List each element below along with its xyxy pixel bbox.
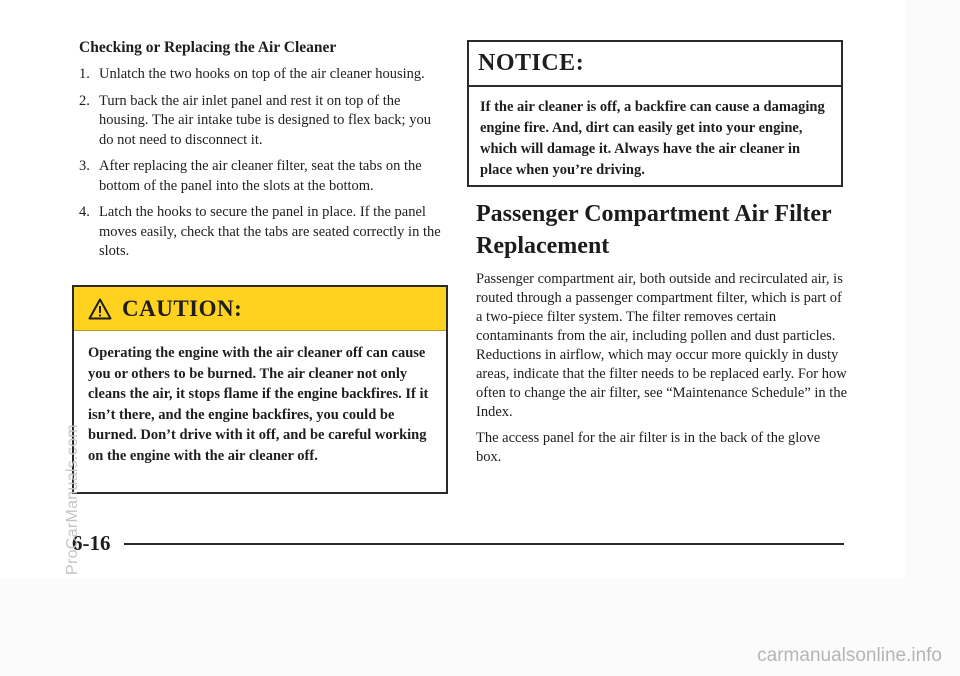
step-item — [79, 203, 449, 262]
right-column — [476, 198, 848, 474]
section-title: Passenger Compartment Air Filter Replacement — [476, 201, 832, 259]
caution-title: CAUTION: — [122, 295, 243, 321]
step-number: 1. — [79, 66, 90, 82]
page-number: 6-16 — [72, 531, 111, 555]
bottom-watermark: carmanualsonline.info — [757, 645, 942, 666]
caution-text: Operating the engine with the air cleaner off can cause you or others to be burned. The air cleaner not only cleans the air, it stops flame if the engine backfires. If it isn’t there, and the engine backfires, you could be burned. Don’t drive with it off, and be careful working on the engine with the air cleaner off. — [88, 345, 429, 464]
step-item — [79, 157, 449, 196]
left-column — [79, 38, 449, 269]
step-number: 4. — [79, 204, 90, 220]
paragraph: Passenger compartment air, both outside and recirculated air, is routed through a passenger compartment filter, which is part of a two-piece filter system. The filter removes certain contaminants from the air, including pollen and dust particles. Reductions in airflow, which may occur more quickly in dusty areas, indicate that the filter needs to be replaced early. For how often to change the air filter, see “Maintenance Schedule” in the Index. — [476, 271, 848, 420]
step-text: Unlatch the two hooks on top of the air cleaner housing. — [99, 66, 425, 82]
warning-triangle-icon — [88, 297, 112, 321]
notice-box — [467, 40, 843, 187]
step-text: Latch the hooks to secure the panel in place. If the panel moves easily, check that the tabs are seated correctly in the slots. — [99, 204, 441, 259]
steps-list — [79, 65, 449, 262]
section-heading: Checking or Replacing the Air Cleaner — [79, 39, 337, 56]
side-watermark: ProCarManuals.com — [64, 424, 81, 575]
notice-text: If the air cleaner is off, a backfire can cause a damaging engine fire. And, dirt can easily get into your engine, which will damage it. Always have the air cleaner in place when you’re driving. — [480, 99, 825, 178]
paragraph: The access panel for the air filter is in the back of the glove box. — [476, 430, 821, 465]
notice-title: NOTICE: — [478, 50, 585, 76]
step-number: 2. — [79, 92, 90, 109]
step-text: After replacing the air cleaner filter, seat the tabs on the bottom of the panel into the slots at the bottom. — [99, 158, 422, 194]
step-item — [79, 65, 449, 85]
step-number: 3. — [79, 158, 90, 174]
caution-box — [72, 285, 448, 494]
step-text: Turn back the air inlet panel and rest it on top of the housing. The air intake tube is designed to flex back; you do not need to disconnect it. — [99, 92, 431, 148]
notice-header — [469, 42, 841, 87]
footer-rule — [124, 543, 844, 545]
step-item — [79, 92, 449, 151]
caution-header — [74, 287, 446, 331]
